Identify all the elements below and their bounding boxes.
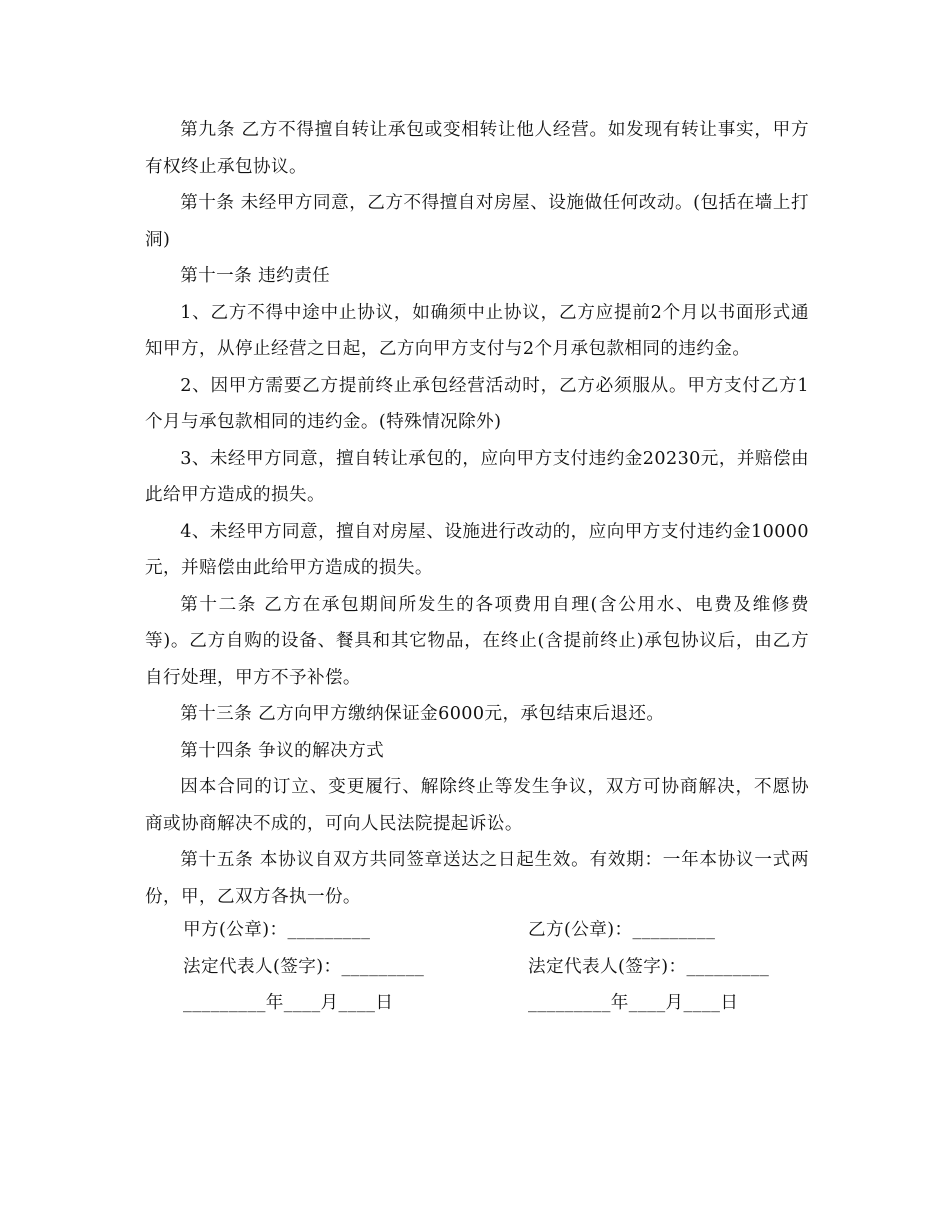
clause-11-item-2: 2、因甲方需要乙方提前终止承包经营活动时，乙方必须服从。甲方支付乙方1个月与承包款相同的违约金。(特殊情况除外) (145, 375, 809, 432)
date-row (183, 985, 803, 1022)
clause-12: 第十二条 乙方在承包期间所发生的各项费用自理(含公用水、电费及维修费等)。乙方自购的设备、餐具和其它物品，在终止(含提前终止)承包协议后，由乙方自行处理，甲方不予补偿。 (145, 594, 809, 688)
signature-block (183, 912, 803, 1022)
party-a-date: _________年____月____日 (183, 993, 394, 1013)
party-b-seal: 乙方(公章)：_________ (528, 920, 716, 940)
clause-14-heading: 第十四条 争议的解决方式 (180, 740, 385, 761)
contract-body (145, 112, 809, 915)
party-a-seal: 甲方(公章)：_________ (183, 920, 371, 940)
representative-row (183, 949, 803, 986)
clause-11-heading: 第十一条 违约责任 (180, 266, 331, 286)
clause-14-body: 因本合同的订立、变更履行、解除终止等发生争议，双方可协商解决，不愿协商或协商解决不成的，可向人民法院提起诉讼。 (145, 777, 809, 834)
clause-11-item-1: 1、乙方不得中途中止协议，如确须中止协议，乙方应提前2个月以书面形式通知甲方，从停止经营之日起，乙方向甲方支付与2个月承包款相同的违约金。 (145, 302, 809, 359)
clause-11-item-3: 3、未经甲方同意，擅自转让承包的，应向甲方支付违约金20230元，并赔偿由此给甲方造成的损失。 (145, 448, 809, 505)
clause-9: 第九条 乙方不得擅自转让承包或变相转让他人经营。如发现有转让事实，甲方有权终止承包协议。 (145, 120, 809, 177)
party-b-representative: 法定代表人(签字)：_________ (528, 956, 770, 977)
party-b-date: _________年____月____日 (528, 993, 739, 1013)
clause-15: 第十五条 本协议自双方共同签章送达之日起生效。有效期：一年本协议一式两份，甲，乙双方各执一份。 (145, 850, 809, 907)
clause-11-item-4: 4、未经甲方同意，擅自对房屋、设施进行改动的，应向甲方支付违约金10000元，并赔偿由此给甲方造成的损失。 (145, 521, 809, 578)
seal-row (183, 912, 803, 949)
clause-10: 第十条 未经甲方同意，乙方不得擅自对房屋、设施做任何改动。(包括在墙上打洞) (145, 193, 809, 250)
clause-13: 第十三条 乙方向甲方缴纳保证金6000元，承包结束后退还。 (180, 704, 665, 724)
party-a-representative: 法定代表人(签字)：_________ (183, 956, 425, 977)
